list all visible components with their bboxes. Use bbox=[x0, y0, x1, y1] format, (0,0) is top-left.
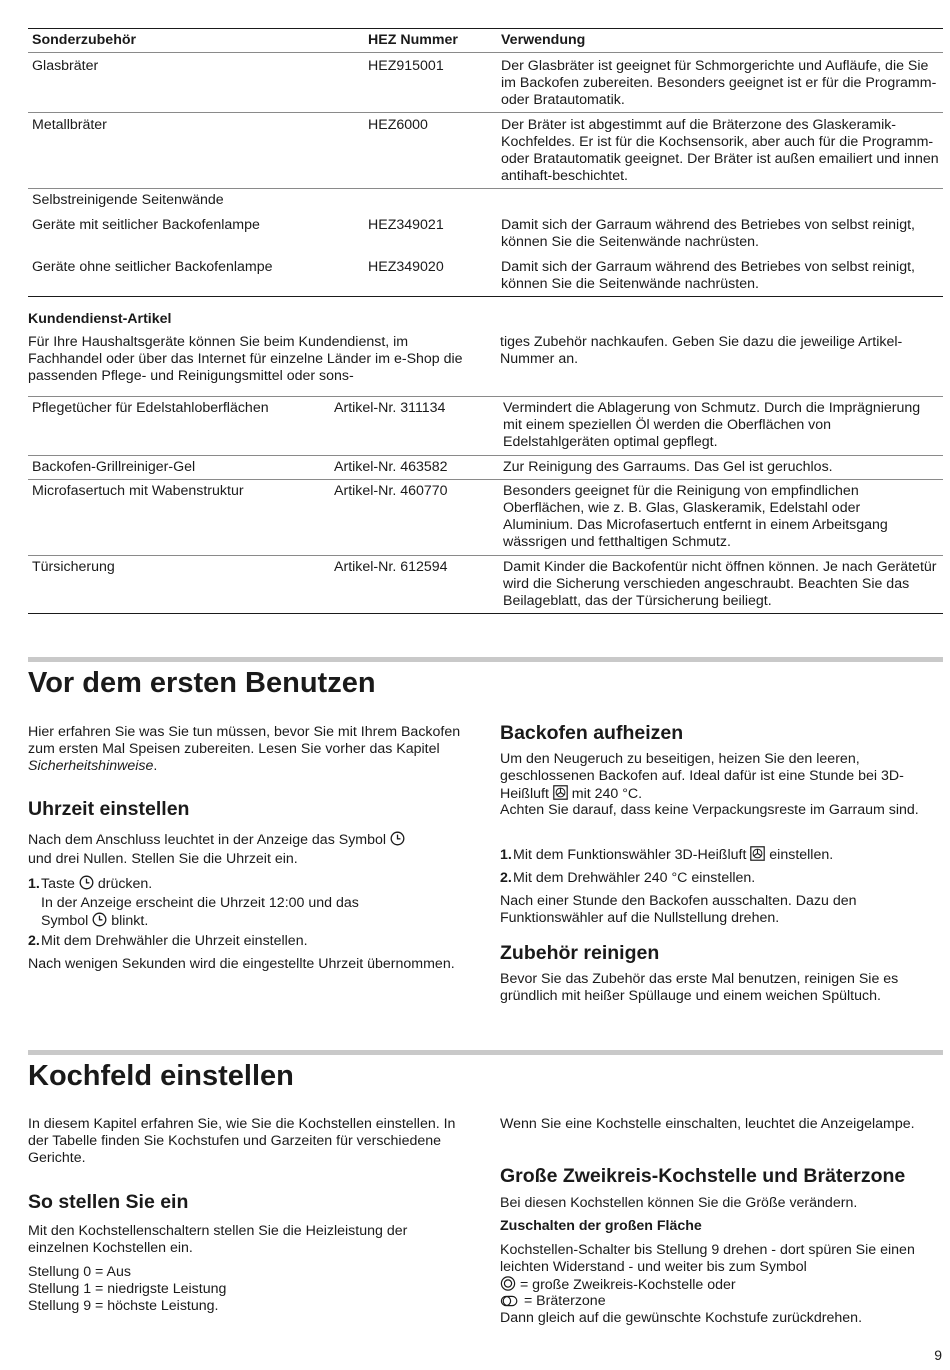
table-row-usage: Der Glasbräter ist geeignet für Schmorgerichte und Aufläufe, die Sie im Backofen zubereiten. Besonders geeignet ist er für die Programm- oder Bratautomatik. bbox=[501, 58, 937, 108]
dual-paragraph-3: Dann gleich auf die gewünschte Kochstufe zurückdrehen. bbox=[500, 1310, 863, 1326]
convection-3d-icon bbox=[750, 846, 765, 866]
heat-text: Um den Neugeruch zu beseitigen, heizen Sie den leeren, geschlossenen Backofen auf. Ideal dafür ist eine Stunde bei 3D-Heißluft bbox=[500, 751, 904, 802]
heat-text-2: mit 240 °C. bbox=[571, 786, 643, 802]
step-number: 2. bbox=[28, 933, 40, 949]
table-row-usage: Damit sich der Garraum während des Betriebes von selbst reinigt, können Sie die Seitenwände nachrüsten. bbox=[501, 259, 915, 292]
service-intro-left: Für Ihre Haushaltsgeräte können Sie beim Kundendienst, im Fachhandel oder über das Internet für einzelne Länder im e-Shop die passenden Pflege- und Reinigungsmittel oder sons- bbox=[28, 334, 463, 384]
first-use-intro bbox=[28, 724, 478, 775]
service-title: Kundendienst-Artikel bbox=[28, 311, 172, 327]
clock-icon bbox=[92, 912, 107, 932]
dual-paragraph-2: Kochstellen-Schalter bis Stellung 9 drehen - dort spüren Sie einen leichten Widerstand - und weiter bis zum Symbol bbox=[500, 1242, 915, 1275]
heat-paragraph-3: Nach einer Stunde den Backofen ausschalten. Dazu den Funktionswähler auf die Nullstellung drehen. bbox=[500, 893, 857, 926]
heat-step-1 bbox=[500, 846, 930, 866]
section-title-heat-oven: Backofen aufheizen bbox=[500, 722, 684, 744]
step-text: In der Anzeige erscheint die Uhrzeit 12:00 und das bbox=[41, 895, 359, 911]
table-row-name: Geräte mit seitlicher Backofenlampe bbox=[32, 217, 260, 233]
accessories-paragraph: Bevor Sie das Zubehör das erste Mal benutzen, reinigen Sie es gründlich mit heißer Spüllauge und einem weichen Spültuch. bbox=[500, 971, 899, 1004]
heat-paragraph bbox=[500, 751, 930, 805]
step-number: 1. bbox=[500, 847, 512, 863]
table-bottom-rule bbox=[28, 296, 943, 297]
table-row-number: HEZ349021 bbox=[368, 217, 444, 233]
step-number: 2. bbox=[500, 870, 512, 886]
table-row-number: Artikel-Nr. 463582 bbox=[334, 459, 448, 475]
table-row-name: Backofen-Grillreiniger-Gel bbox=[32, 459, 196, 475]
hob-intro: In diesem Kapitel erfahren Sie, wie Sie die Kochstellen einstellen. In der Tabelle finden Sie Kochstufen und Garzeiten für verschiedene Gerichte. bbox=[28, 1116, 456, 1166]
header-accessory: Sonderzubehör bbox=[32, 32, 137, 48]
clock-paragraph-2: Nach wenigen Sekunden wird die eingestellte Uhrzeit übernommen. bbox=[28, 956, 455, 972]
table-row-usage: Der Bräter ist abgestimmt auf die Bräterzone des Glaskeramik-Kochfeldes. Er ist für die Kochsensorik, aber auch für die Programm- oder Bratautomatik geeignet. Der Bräter ist außen emailiert und innen antihaft-beschichtet. bbox=[501, 117, 939, 184]
table-row-usage: Zur Reinigung des Garraums. Das Gel ist geruchlos. bbox=[503, 459, 833, 475]
clock-text-2: und drei Nullen. Stellen Sie die Uhrzeit ein. bbox=[28, 851, 298, 867]
page-number: 9 bbox=[934, 1347, 942, 1363]
table-row-number: Artikel-Nr. 311134 bbox=[334, 400, 446, 416]
clock-step-2 bbox=[28, 933, 478, 950]
clock-paragraph bbox=[28, 831, 478, 868]
step-text: Mit dem Funktionswähler 3D-Heißluft bbox=[513, 847, 747, 863]
header-usage: Verwendung bbox=[501, 32, 586, 48]
clock-step-1 bbox=[28, 875, 478, 932]
table-row-number: Artikel-Nr. 460770 bbox=[334, 483, 448, 499]
roaster-zone-text: = Bräterzone bbox=[523, 1293, 606, 1309]
chapter-title-first-use: Vor dem ersten Benutzen bbox=[28, 667, 376, 699]
hob-right-intro: Wenn Sie eine Kochstelle einschalten, leuchtet die Anzeigelampe. bbox=[500, 1116, 915, 1132]
chapter-title-hob: Kochfeld einstellen bbox=[28, 1060, 294, 1092]
chapter-bar bbox=[28, 1050, 943, 1055]
table-row-number: HEZ349020 bbox=[368, 259, 444, 275]
step-text: Taste bbox=[41, 876, 75, 892]
step-text: blinkt. bbox=[111, 913, 149, 929]
setting-line: Stellung 9 = höchste Leistung. bbox=[28, 1298, 219, 1314]
header-rule bbox=[28, 52, 943, 53]
row-rule bbox=[28, 555, 943, 556]
table-row-name: Geräte ohne seitlicher Backofenlampe bbox=[32, 259, 273, 275]
row-rule bbox=[28, 455, 943, 456]
how-paragraph: Mit den Kochstellenschaltern stellen Sie die Heizleistung der einzelnen Kochstellen ein. bbox=[28, 1223, 408, 1256]
heat-paragraph-2: Achten Sie darauf, dass keine Verpackungsreste im Garraum sind. bbox=[500, 802, 919, 818]
table-row-name: Metallbräter bbox=[32, 117, 107, 133]
row-rule bbox=[28, 188, 943, 189]
table-row-number: Artikel-Nr. 612594 bbox=[334, 559, 448, 575]
intro-chapter-reference: Sicherheitshinweise bbox=[28, 758, 154, 774]
setting-line: Stellung 1 = niedrigste Leistung bbox=[28, 1281, 227, 1297]
step-text: drücken. bbox=[97, 876, 153, 892]
section-title-clock: Uhrzeit einstellen bbox=[28, 798, 190, 820]
table-row-usage: Damit sich der Garraum während des Betriebes von selbst reinigt, können Sie die Seitenwände nachrüsten. bbox=[501, 217, 915, 250]
service-top-rule bbox=[28, 396, 943, 397]
table-row-name: Pflegetücher für Edelstahloberflächen bbox=[32, 400, 269, 416]
step-text: Mit dem Drehwähler die Uhrzeit einstellen. bbox=[41, 933, 308, 949]
clock-icon bbox=[390, 831, 405, 851]
dual-subtitle: Zuschalten der großen Fläche bbox=[500, 1218, 702, 1234]
table-row-name: Microfasertuch mit Wabenstruktur bbox=[32, 483, 244, 499]
section-title-how-to-set: So stellen Sie ein bbox=[28, 1191, 189, 1213]
service-intro-right: tiges Zubehör nachkaufen. Geben Sie dazu die jeweilige Artikel-Nummer an. bbox=[500, 334, 903, 367]
intro-text: Hier erfahren Sie was Sie tun müssen, bevor Sie mit Ihrem Backofen zum ersten Mal Speisen zubereiten. Lesen Sie vorher das Kapitel bbox=[28, 724, 461, 757]
service-bottom-rule bbox=[28, 613, 943, 614]
step-text: Mit dem Drehwähler 240 °C einstellen. bbox=[513, 870, 756, 886]
clock-icon bbox=[79, 875, 94, 895]
table-row-usage: Damit Kinder die Backofentür nicht öffnen können. Je nach Gerätetür wird die Sicherung verschieden angeschraubt. Beachten Sie das Beilageblatt, das der Türsicherung beiliegt. bbox=[503, 559, 937, 609]
dual-zone-text: = große Zweikreis-Kochstelle oder bbox=[519, 1277, 736, 1293]
intro-end: . bbox=[153, 758, 158, 774]
step-text: einstellen. bbox=[769, 847, 834, 863]
table-row-number: HEZ6000 bbox=[368, 117, 428, 133]
header-hez-number: HEZ Nummer bbox=[368, 32, 458, 48]
table-top-rule bbox=[28, 28, 943, 29]
clock-text: Nach dem Anschluss leuchtet in der Anzeige das Symbol bbox=[28, 832, 387, 848]
table-row-name: Glasbräter bbox=[32, 58, 99, 74]
section-title-dual-zone: Große Zweikreis-Kochstelle und Bräterzone bbox=[500, 1165, 906, 1187]
table-row-number: HEZ915001 bbox=[368, 58, 444, 74]
step-text: Symbol bbox=[41, 913, 89, 929]
row-rule bbox=[28, 479, 943, 480]
table-row-name: Selbstreinigende Seitenwände bbox=[32, 192, 224, 208]
row-rule bbox=[28, 112, 943, 113]
table-row-usage: Besonders geeignet für die Reinigung von empfindlichen Oberflächen, wie z. B. Glas, Glaskeramik, Edelstahl oder Aluminium. Das Microfasertuch entfernt in einem Arbeitsgang wässrigen und fetthaltigen Schmutz. bbox=[503, 483, 888, 550]
chapter-bar bbox=[28, 657, 943, 662]
setting-line: Stellung 0 = Aus bbox=[28, 1264, 131, 1280]
table-row-usage: Vermindert die Ablagerung von Schmutz. Durch die Imprägnierung mit einem speziellen Öl werden die Oberflächen von Edelstahlgeräten optimal gepflegt. bbox=[503, 400, 921, 450]
dual-paragraph: Bei diesen Kochstellen können Sie die Größe verändern. bbox=[500, 1195, 858, 1211]
step-number: 1. bbox=[28, 876, 40, 892]
heat-step-2 bbox=[500, 870, 930, 887]
table-row-name: Türsicherung bbox=[32, 559, 115, 575]
section-title-clean-accessories: Zubehör reinigen bbox=[500, 942, 660, 964]
